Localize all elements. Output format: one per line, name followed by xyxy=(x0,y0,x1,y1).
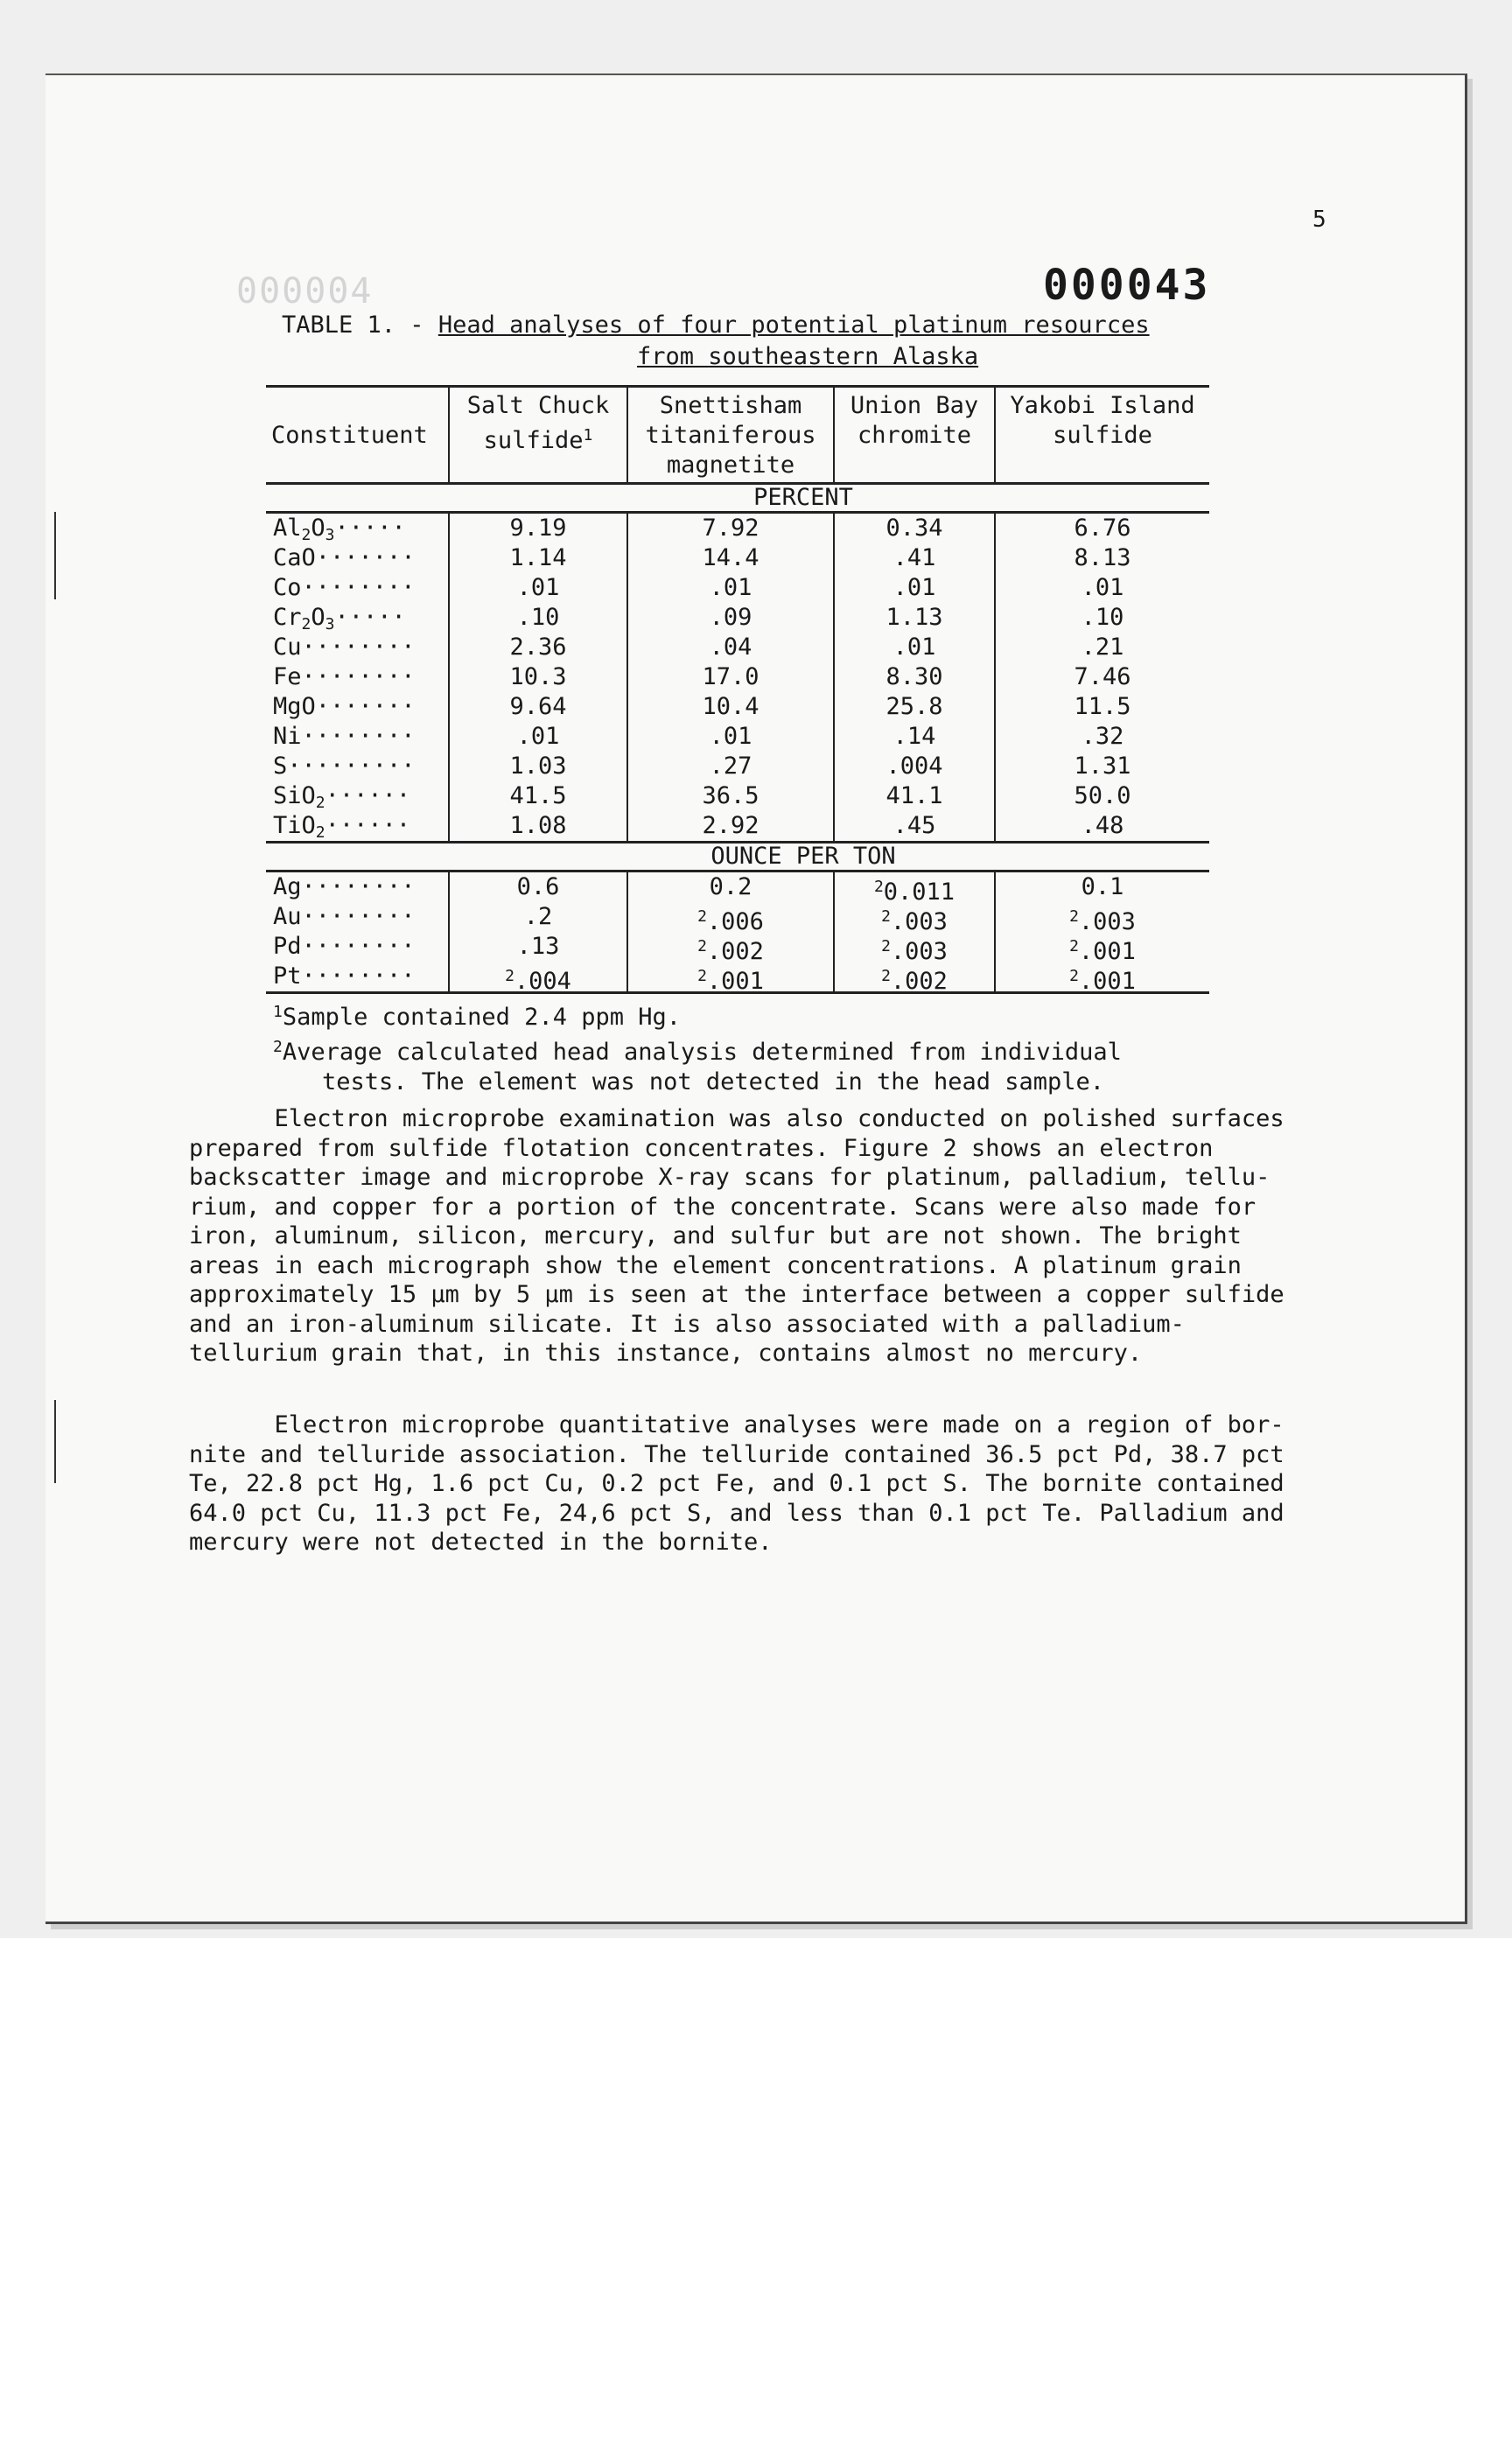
paragraph-line: rium, and copper for a portion of the concentrate. Scans were also made for xyxy=(189,1193,1256,1221)
percent-rows xyxy=(266,514,1209,844)
constituent-label: Ni········ xyxy=(273,723,416,750)
subscript: 3 xyxy=(325,615,335,634)
yakobi-column xyxy=(994,872,1209,995)
paragraph-line: 64.0 pct Cu, 11.3 pct Fe, 24,6 pct S, and less than 0.1 pct Te. Palladium and xyxy=(189,1499,1284,1527)
table-title xyxy=(282,310,1150,373)
value-cell: .04 xyxy=(709,634,752,661)
footnote-mark: 2 xyxy=(697,967,707,985)
footnote-mark: 2 xyxy=(881,967,891,985)
subscript: 2 xyxy=(315,794,326,812)
value-cell: .45 xyxy=(892,812,936,839)
value-cell: 36.5 xyxy=(702,782,760,809)
value-cell: $^2$.004 xyxy=(505,967,571,995)
value-cell: $^2$.003 xyxy=(881,907,948,935)
footnote-mark: 2 xyxy=(273,1038,283,1056)
section-ounce-per-ton: OUNCE PER TON xyxy=(266,844,1209,872)
value-cell: .01 xyxy=(1081,574,1124,601)
salt-chuck-column xyxy=(448,514,626,841)
constituent-label: S········· xyxy=(273,752,416,780)
body-paragraph-1 xyxy=(189,1104,1353,1368)
table-header xyxy=(266,385,1209,485)
value-cell: .10 xyxy=(516,604,560,631)
value-cell: .01 xyxy=(709,574,752,601)
table-title-line1: Head analyses of four potential platinum resources xyxy=(438,312,1150,339)
value-cell: .13 xyxy=(516,933,560,960)
paragraph-line: and an iron-aluminum silicate. It is also associated with a palladium- xyxy=(189,1310,1185,1338)
value-cell: 1.31 xyxy=(1074,752,1131,780)
subscript: 2 xyxy=(315,823,326,842)
footnote-1 xyxy=(273,998,1122,1032)
value-cell: $^2$.001 xyxy=(697,967,764,995)
header-salt-chuck xyxy=(448,388,626,482)
value-cell: 14.4 xyxy=(702,544,760,571)
paragraph-line: Te, 22.8 pct Hg, 1.6 pct Cu, 0.2 pct Fe, and 0.1 pct S. The bornite contained xyxy=(189,1470,1284,1497)
footnote-text: Sample contained 2.4 ppm Hg. xyxy=(282,1004,681,1031)
footnote-mark: 1 xyxy=(583,426,593,444)
ghost-stamp: 000004 xyxy=(236,271,374,312)
page-number: 5 xyxy=(1312,206,1326,233)
paragraph-line: Electron microprobe quantitative analyses were made on a region of bor- xyxy=(189,1411,1284,1438)
constituent-label: Co········ xyxy=(273,574,416,601)
value-cell: .10 xyxy=(1081,604,1124,631)
snettisham-column xyxy=(626,872,833,995)
paragraph-line: tellurium grain that, in this instance, contains almost no mercury. xyxy=(189,1340,1143,1367)
value-cell: 1.14 xyxy=(509,544,567,571)
value-cell: 41.1 xyxy=(886,782,943,809)
value-cell: 7.92 xyxy=(702,514,760,542)
yakobi-column xyxy=(994,514,1209,841)
value-cell: .21 xyxy=(1081,634,1124,661)
value-cell: 2.36 xyxy=(509,634,567,661)
value-cell: $^2$.002 xyxy=(881,967,948,995)
header-line xyxy=(455,421,621,456)
value-cell: .2 xyxy=(523,903,553,930)
section-percent: PERCENT xyxy=(266,485,1209,514)
header-line: Union Bay xyxy=(850,392,979,419)
margin-mark xyxy=(54,1400,56,1483)
footnote-mark: 2 xyxy=(505,967,514,985)
constituent-label: MgO······· xyxy=(273,693,416,720)
footnote-mark: 2 xyxy=(1069,937,1079,956)
constituent-label: $Al_2O_3\cdot\cdot\cdot\cdot\cdot$ xyxy=(273,514,406,544)
body-paragraph-2 xyxy=(189,1410,1353,1558)
constituent-label: Au········ xyxy=(273,903,416,930)
header-snettisham xyxy=(626,388,833,482)
value-cell: 11.5 xyxy=(1074,693,1131,720)
analysis-table xyxy=(266,385,1209,994)
value-cell: $^2$.003 xyxy=(881,937,948,965)
subscript: 2 xyxy=(301,526,312,544)
header-yakobi-island xyxy=(994,388,1209,482)
paragraph-line: Electron microprobe examination was also conducted on polished surfaces xyxy=(189,1105,1284,1132)
paragraph-line: backscatter image and microprobe X-ray scans for platinum, palladium, tellu- xyxy=(189,1164,1270,1191)
value-cell: .01 xyxy=(892,574,936,601)
header-line: Snettisham xyxy=(659,392,802,419)
value-cell: 50.0 xyxy=(1074,782,1131,809)
paragraph-line: nite and telluride association. The telluride contained 36.5 pct Pd, 38.7 pct xyxy=(189,1440,1284,1468)
value-cell: .09 xyxy=(709,604,752,631)
header-constituent: Constituent xyxy=(271,422,428,449)
constituent-label: CaO······· xyxy=(273,544,416,571)
constituent-column xyxy=(266,514,448,841)
union-bay-column xyxy=(833,514,994,841)
union-bay-column xyxy=(833,872,994,995)
value-cell: $^2$.001 xyxy=(1069,967,1136,995)
paragraph-line: approximately 15 µm by 5 µm is seen at the interface between a copper sulfide xyxy=(189,1281,1284,1308)
value-cell: .01 xyxy=(892,634,936,661)
header-line: chromite xyxy=(857,422,972,449)
value-cell: 1.08 xyxy=(509,812,567,839)
value-cell: 0.1 xyxy=(1081,873,1124,900)
footnote-text: Average calculated head analysis determined from individual xyxy=(282,1039,1122,1066)
constituent-label: Ag········ xyxy=(273,873,416,900)
footnote-2-continued: tests. The element was not detected in the head sample. xyxy=(322,1068,1105,1096)
constituent-label: Cu········ xyxy=(273,634,416,661)
value-cell: .01 xyxy=(709,723,752,750)
constituent-label: TiO$_2$······ xyxy=(273,812,411,842)
value-cell: $^2$.003 xyxy=(1069,907,1136,935)
table-title-prefix: TABLE 1. - xyxy=(282,312,438,339)
constituent-label: Pt········ xyxy=(273,962,416,990)
value-cell: 25.8 xyxy=(886,693,943,720)
value-cell: $^2$.002 xyxy=(697,937,764,965)
ounce-rows xyxy=(266,872,1209,994)
value-cell: 8.30 xyxy=(886,663,943,690)
footnote-2 xyxy=(273,1032,1122,1068)
header-line: Salt Chuck xyxy=(466,392,610,419)
subscript: 2 xyxy=(301,615,312,634)
value-cell: .27 xyxy=(709,752,752,780)
value-cell: $^2$.001 xyxy=(1069,937,1136,965)
paragraph-line: iron, aluminum, silicon, mercury, and sulfur but are not shown. The bright xyxy=(189,1222,1242,1250)
value-cell: .004 xyxy=(886,752,943,780)
footnote-mark: 2 xyxy=(1069,907,1079,926)
value-cell: 0.34 xyxy=(886,514,943,542)
value-cell: 8.13 xyxy=(1074,544,1131,571)
snettisham-column xyxy=(626,514,833,841)
value-cell: 6.76 xyxy=(1074,514,1131,542)
footnote-mark: 2 xyxy=(697,937,707,956)
value-cell: 17.0 xyxy=(702,663,760,690)
table-footnotes xyxy=(273,998,1122,1097)
constituent-column xyxy=(266,872,448,991)
value-cell: .32 xyxy=(1081,723,1124,750)
constituent-label: SiO$_2$······ xyxy=(273,782,411,812)
value-cell: .48 xyxy=(1081,812,1124,839)
footnote-mark: 2 xyxy=(881,907,891,926)
paragraph-line: prepared from sulfide flotation concentrates. Figure 2 shows an electron xyxy=(189,1134,1214,1162)
footnote-mark: 2 xyxy=(881,937,891,956)
header-line: magnetite xyxy=(666,452,795,479)
value-cell: 10.4 xyxy=(702,693,760,720)
value-cell: 1.13 xyxy=(886,604,943,631)
value-cell: 2.92 xyxy=(702,812,760,839)
subscript: 3 xyxy=(325,526,335,544)
margin-mark xyxy=(54,512,56,599)
value-cell: 0.2 xyxy=(709,873,752,900)
constituent-label: Pd········ xyxy=(273,933,416,960)
header-line: titaniferous xyxy=(645,422,816,449)
value-cell: 9.64 xyxy=(509,693,567,720)
value-cell: $^2$0.011 xyxy=(873,878,956,906)
value-cell: .01 xyxy=(516,723,560,750)
header-union-bay xyxy=(833,388,994,482)
paragraph-line: areas in each micrograph show the element concentrations. A platinum grain xyxy=(189,1251,1242,1279)
value-cell: .14 xyxy=(892,723,936,750)
constituent-label: Fe········ xyxy=(273,663,416,690)
header-line: sulfide xyxy=(1053,422,1152,449)
value-cell: 1.03 xyxy=(509,752,567,780)
footnote-mark: 2 xyxy=(873,878,884,896)
footnote-mark: 2 xyxy=(697,907,707,926)
footnote-mark: 2 xyxy=(1069,967,1079,985)
paragraph-line: mercury were not detected in the bornite. xyxy=(189,1529,773,1556)
document-stamp-number: 000043 xyxy=(1043,261,1211,310)
table-title-line2: from southeastern Alaska xyxy=(637,343,979,370)
value-cell: $^2$.006 xyxy=(697,907,764,935)
value-cell: 41.5 xyxy=(509,782,567,809)
value-cell: .01 xyxy=(516,574,560,601)
value-cell: 9.19 xyxy=(509,514,567,542)
value-cell: .41 xyxy=(892,544,936,571)
value-cell: 0.6 xyxy=(516,873,560,900)
value-cell: 7.46 xyxy=(1074,663,1131,690)
footnote-mark: 1 xyxy=(273,1003,283,1021)
header-line: Yakobi Island xyxy=(1010,392,1195,419)
salt-chuck-column xyxy=(448,872,626,995)
constituent-label: $Cr_2O_3\cdot\cdot\cdot\cdot\cdot$ xyxy=(273,604,406,634)
value-cell: 10.3 xyxy=(509,663,567,690)
header-line-text: sulfide xyxy=(483,427,584,454)
